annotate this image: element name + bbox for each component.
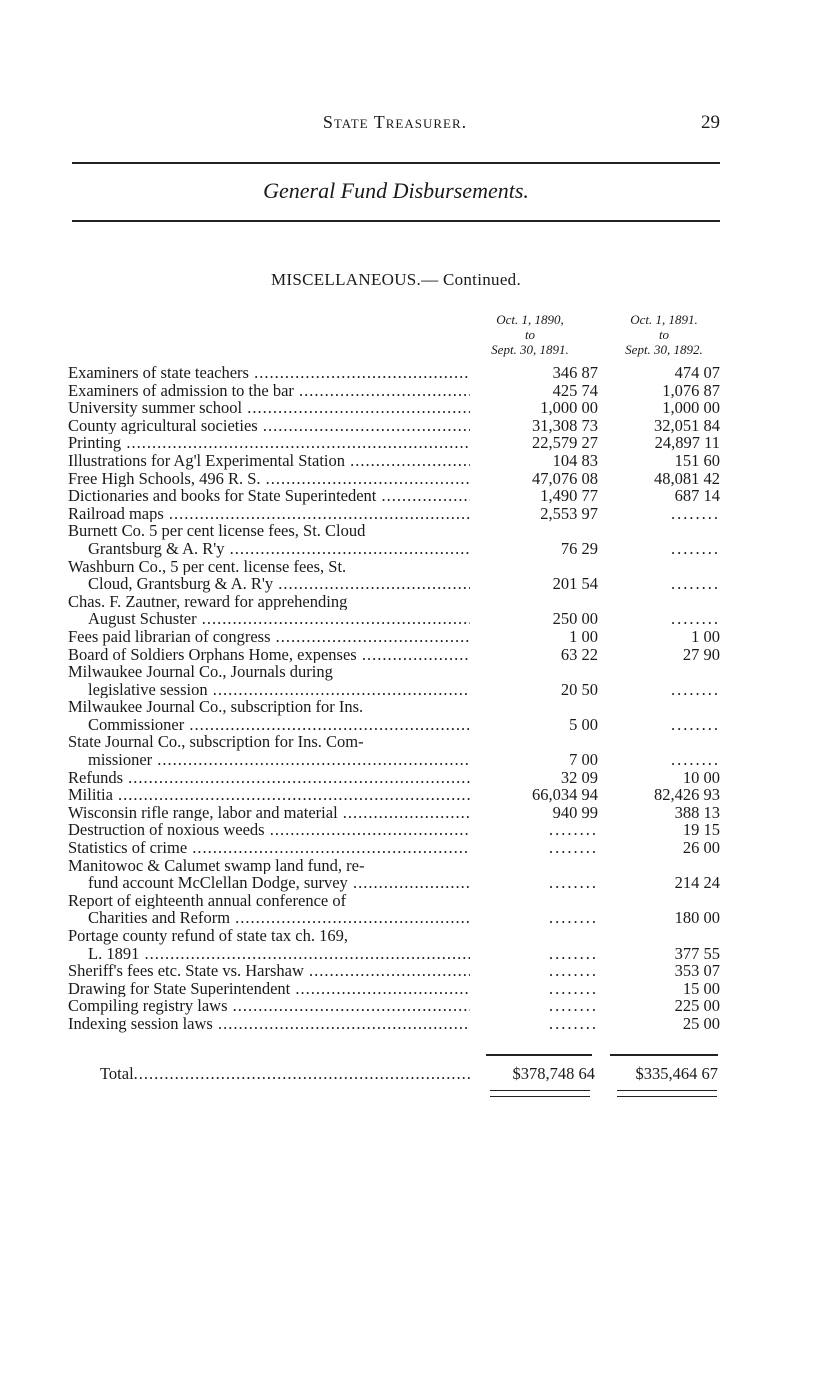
table-row	[0, 417, 831, 435]
amount-1890-91: ........	[549, 873, 598, 893]
amount-1890-91: 1,000 00	[540, 398, 598, 418]
row-description-line: Commissioner .....	[68, 716, 470, 734]
row-description	[68, 364, 470, 382]
table-row	[0, 487, 831, 505]
row-description	[68, 452, 470, 470]
total-row	[0, 1064, 831, 1084]
row-description	[68, 417, 470, 435]
row-description	[68, 470, 470, 488]
row-description	[68, 646, 470, 664]
table-row	[0, 593, 831, 628]
table-row	[0, 892, 831, 927]
amount-1891-92: 1,076 87	[662, 380, 720, 400]
amount-1891-92: 48,081 42	[654, 468, 720, 488]
amount-1891-92: 1,000 00	[662, 398, 720, 418]
amount-1890-91: 76 29	[560, 538, 598, 558]
row-description	[68, 962, 470, 980]
row-description-line: legislative session .....	[68, 681, 470, 699]
table-row	[0, 382, 831, 400]
amount-1890-91: 201 54	[552, 574, 598, 594]
row-description	[68, 980, 470, 998]
row-description-line: L. 1891 .....	[68, 945, 470, 963]
row-description-line: Milwaukee Journal Co., subscription for Ins.	[68, 698, 364, 716]
row-description-line: fund account McClellan Dodge, survey .....	[68, 874, 470, 892]
row-description	[68, 892, 470, 927]
row-description	[68, 505, 470, 523]
row-description	[68, 733, 470, 768]
amount-1891-92: ........	[671, 679, 720, 699]
row-description	[68, 698, 470, 733]
amount-1891-92: 474 07	[674, 363, 720, 382]
amount-1891-92: ........	[671, 574, 720, 594]
amount-1890-91: 104 83	[552, 450, 598, 470]
table-row	[0, 434, 831, 452]
row-description-line: Indexing session laws .....	[68, 1015, 470, 1033]
amount-1890-91: ........	[549, 961, 598, 981]
amount-1890-91: 63 22	[560, 644, 598, 664]
row-description	[68, 522, 470, 557]
amount-1890-91: 31,308 73	[532, 415, 598, 435]
row-description	[68, 927, 470, 962]
row-description-line: County agricultural societies .....	[68, 417, 470, 435]
amount-1890-91: 7 00	[569, 750, 598, 770]
row-description-line: Cloud, Grantsburg & A. R'y .....	[68, 575, 470, 593]
amount-1890-91: ........	[549, 996, 598, 1016]
row-description-line: Sheriff's fees etc. State vs. Harshaw .....	[68, 962, 470, 980]
total-label: Total .....	[100, 1064, 470, 1084]
row-description-line: Chas. F. Zautner, reward for apprehending	[68, 592, 348, 611]
amount-1891-92: 225 00	[674, 996, 720, 1016]
disbursement-table	[0, 364, 831, 1033]
table-row	[0, 558, 831, 593]
amount-1891-92: 27 90	[682, 644, 720, 664]
row-description-line: State Journal Co., subscription for Ins. Com-	[68, 733, 364, 752]
amount-1891-92: ........	[671, 609, 720, 629]
row-description-line: Refunds .....	[68, 769, 470, 787]
row-description	[68, 663, 470, 698]
amount-1891-92: ........	[671, 503, 720, 523]
amount-1891-92: 10 00	[682, 767, 720, 787]
table-row	[0, 804, 831, 822]
amount-1891-92: 82,426 93	[654, 785, 720, 805]
table-row	[0, 646, 831, 664]
column-header-line: Oct. 1, 1891.	[630, 312, 698, 327]
amount-1891-92: 32,051 84	[654, 415, 720, 435]
amount-1890-91: ........	[549, 820, 598, 840]
total-amount-1890-91: $378,748 64	[512, 1064, 595, 1083]
total-rule	[610, 1054, 718, 1056]
table-row	[0, 663, 831, 698]
column-header-1890-91	[470, 312, 590, 357]
row-description-line: Examiners of state teachers .....	[68, 364, 470, 382]
amount-1891-92: 214 24	[674, 873, 720, 893]
table-row	[0, 628, 831, 646]
table-row	[0, 927, 831, 962]
row-description	[68, 487, 470, 505]
amount-1890-91: 1 00	[569, 626, 598, 646]
amount-1890-91: 2,553 97	[540, 503, 598, 523]
column-header-1891-92	[604, 312, 724, 357]
running-title: State Treasurer.	[322, 112, 468, 132]
amount-1891-92: 151 60	[674, 450, 720, 470]
amount-1891-92: ........	[671, 750, 720, 770]
row-description-line: Statistics of crime .....	[68, 839, 470, 857]
amount-1890-91: 22,579 27	[532, 433, 598, 453]
amount-1891-92: 388 13	[674, 802, 720, 822]
row-description-line: Illustrations for Ag'l Experimental Station .....	[68, 452, 470, 470]
table-row	[0, 769, 831, 787]
amount-1890-91: 32 09	[560, 767, 598, 787]
table-row	[0, 470, 831, 488]
amount-1890-91: 1,490 77	[540, 486, 598, 506]
row-description-line: Fees paid librarian of congress .....	[68, 628, 470, 646]
amount-1890-91: 250 00	[552, 609, 598, 629]
row-description	[68, 628, 470, 646]
page-number: 29	[701, 112, 720, 133]
top-rule	[72, 162, 720, 164]
row-description-line: Printing .....	[68, 434, 470, 452]
row-description	[68, 821, 470, 839]
table-row	[0, 786, 831, 804]
row-description	[68, 593, 470, 628]
amount-1891-92: 1 00	[691, 626, 720, 646]
row-description-line: Wisconsin rifle range, labor and material .....	[68, 804, 470, 822]
amount-1890-91: ........	[549, 943, 598, 963]
row-description	[68, 399, 470, 417]
amount-1890-91: ........	[549, 908, 598, 928]
row-description	[68, 1015, 470, 1033]
row-description-line: Report of eighteenth annual conference of	[68, 891, 347, 910]
row-description-line: Drawing for State Superintendent .....	[68, 980, 470, 998]
row-description-line: Board of Soldiers Orphans Home, expenses .....	[68, 646, 470, 664]
amount-1891-92: 377 55	[674, 943, 720, 963]
total-double-rule	[617, 1090, 717, 1097]
amount-1891-92: 26 00	[682, 838, 720, 858]
table-row	[0, 1015, 831, 1033]
amount-1891-92: 353 07	[674, 961, 720, 981]
amount-1891-92: 25 00	[682, 1013, 720, 1033]
amount-1890-91: 5 00	[569, 714, 598, 734]
amount-1890-91: 20 50	[560, 679, 598, 699]
total-amount-1891-92: $335,464 67	[635, 1064, 718, 1083]
amount-1891-92: 687 14	[674, 486, 720, 506]
row-description-line: Militia .....	[68, 786, 470, 804]
table-row	[0, 821, 831, 839]
row-description-line: Charities and Reform .....	[68, 909, 470, 927]
row-description-line: Railroad maps .....	[68, 505, 470, 523]
row-description-line: University summer school .....	[68, 399, 470, 417]
column-header-line: to	[658, 327, 670, 342]
amount-1890-91: 47,076 08	[532, 468, 598, 488]
table-row	[0, 505, 831, 523]
row-description	[68, 786, 470, 804]
table-row	[0, 962, 831, 980]
row-description	[68, 434, 470, 452]
row-description-line: Manitowoc & Calumet swamp land fund, re-	[68, 856, 365, 875]
row-description-line: Free High Schools, 496 R. S. .....	[68, 470, 470, 488]
amount-1890-91: ........	[549, 838, 598, 858]
row-description-line: Compiling registry laws .....	[68, 997, 470, 1015]
column-header-line: Sept. 30, 1892.	[625, 342, 703, 357]
amount-1890-91: 66,034 94	[532, 785, 598, 805]
total-rule	[486, 1054, 592, 1056]
row-description	[68, 804, 470, 822]
amount-1890-91: 940 99	[552, 802, 598, 822]
row-description-line: Burnett Co. 5 per cent license fees, St. Cloud	[68, 522, 366, 540]
amount-1890-91: ........	[549, 978, 598, 998]
table-row	[0, 839, 831, 857]
row-description	[68, 382, 470, 400]
row-description-line: Dictionaries and books for State Superintedent .....	[68, 487, 470, 505]
amount-1891-92: 19 15	[682, 820, 720, 840]
row-description-line: Destruction of noxious weeds .....	[68, 821, 470, 839]
sub-title: MISCELLANEOUS.— Continued.	[270, 270, 522, 289]
amount-1890-91: ........	[549, 1013, 598, 1033]
row-description	[68, 857, 470, 892]
row-description-line: Milwaukee Journal Co., Journals during	[68, 663, 333, 681]
table-row	[0, 980, 831, 998]
column-header-line: Oct. 1, 1890,	[496, 312, 564, 327]
column-header-line: to	[524, 327, 536, 342]
amount-1891-92: 15 00	[682, 978, 720, 998]
row-description-line: Portage county refund of state tax ch. 169,	[68, 927, 348, 945]
amount-1890-91: 346 87	[552, 363, 598, 382]
row-description	[68, 558, 470, 593]
amount-1891-92: ........	[671, 714, 720, 734]
amount-1891-92: ........	[671, 538, 720, 558]
bottom-rule	[72, 220, 720, 222]
table-row	[0, 364, 831, 382]
table-row	[0, 452, 831, 470]
running-head	[70, 112, 720, 134]
amount-1891-92: 180 00	[674, 908, 720, 928]
section-title: General Fund Disbursements.	[263, 178, 529, 203]
row-description-line: Grantsburg & A. R'y .....	[68, 540, 470, 558]
total-double-rule	[490, 1090, 590, 1097]
table-row	[0, 399, 831, 417]
table-row	[0, 733, 831, 768]
row-description	[68, 839, 470, 857]
row-description-line: missioner .....	[68, 751, 470, 769]
table-row	[0, 857, 831, 892]
row-description	[68, 769, 470, 787]
row-description-line: Examiners of admission to the bar .....	[68, 382, 470, 400]
row-description-line: Washburn Co., 5 per cent. license fees, St.	[68, 557, 347, 576]
row-description-line: August Schuster .....	[68, 610, 470, 628]
column-header-line: Sept. 30, 1891.	[491, 342, 569, 357]
table-row	[0, 522, 831, 557]
row-description	[68, 997, 470, 1015]
amount-1890-91: 425 74	[552, 380, 598, 400]
table-row	[0, 698, 831, 733]
table-row	[0, 997, 831, 1015]
amount-1891-92: 24,897 11	[654, 433, 720, 453]
